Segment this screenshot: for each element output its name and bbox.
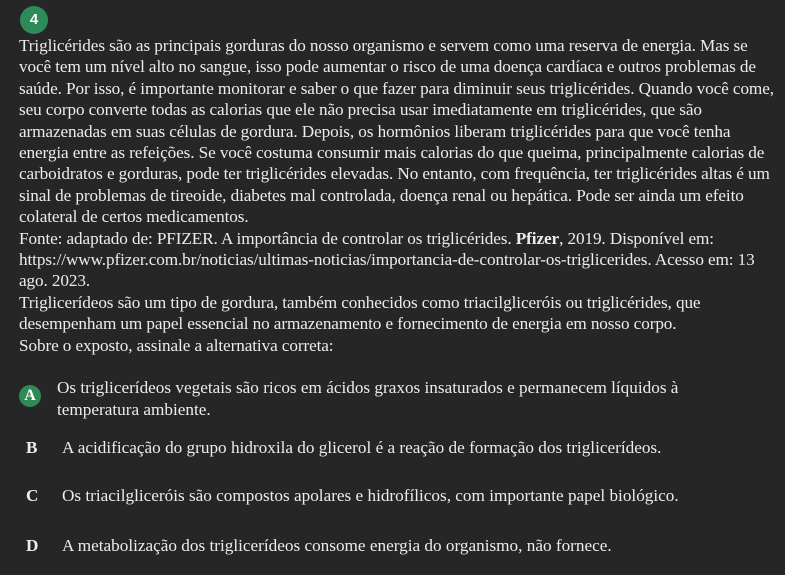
option-d-text: A metabolização dos triglicerídeos consome energia do organismo, não fornece.	[62, 536, 612, 555]
context-paragraph: Triglicérides são as principais gorduras do nosso organismo e servem como uma reserva de energia. Mas se você tem um nível alto no sangue, isso pode aumentar o risco de uma doença cardíaca e outros problemas de saúde. Por isso, é importante monitorar e saber o que fazer para diminuir seus triglicérides. Quando você come, seu corpo converte todas as calorias que ele não precisa usar imediatamente em triglicérides, que são armazenadas em suas células de gordura. Depois, os hormônios liberam triglicérides para que você tenha energia entre as refeições. Se você costuma consumir mais calorias do que queima, principalmente calorias de carboidratos e gorduras, pode ter triglicérides elevadas. No entanto, com frequência, ter triglicérides altas é um sinal de problemas de tireoide, diabetes mal controlada, doença renal ou hepática. Pode ser ainda um efeito colateral de certos medicamentos.	[19, 36, 774, 227]
source-publication: Pfizer	[515, 228, 560, 248]
question-stem	[19, 35, 781, 356]
source-citation	[19, 228, 781, 292]
option-c-letter: C	[26, 486, 39, 505]
question-number-badge: 4	[20, 6, 48, 34]
option-a-text: Os triglicerídeos vegetais são ricos em ácidos graxos insaturados e permanecem líquidos à temperatura ambiente.	[57, 378, 679, 419]
source-suffix: , 2019. Disponível em: https://www.pfizer.com.br/noticias/ultimas-noticias/importancia-de-controlar-os-triglicerides. Acesso em: 13 ago. 2023.	[19, 228, 755, 291]
option-c-text: Os triacilgliceróis são compostos apolares e hidrofílicos, com importante papel biológico.	[62, 486, 679, 505]
option-a-letter-badge: A	[19, 385, 41, 407]
option-d-letter: D	[26, 536, 39, 555]
source-prefix: Fonte: adaptado de: PFIZER. A importância de controlar os triglicérides.	[19, 228, 516, 248]
question-prompt: Sobre o exposto, assinale a alternativa correta:	[19, 335, 334, 355]
option-b-text: A acidificação do grupo hidroxila do glicerol é a reação de formação dos triglicerídeos.	[62, 438, 662, 457]
option-b-letter: B	[26, 438, 38, 457]
definition-paragraph: Triglicerídeos são um tipo de gordura, também conhecidos como triacilgliceróis ou triglicérides, que desempenham um papel essencial no armazenamento e fornecimento de energia em nosso corpo.	[19, 292, 701, 334]
